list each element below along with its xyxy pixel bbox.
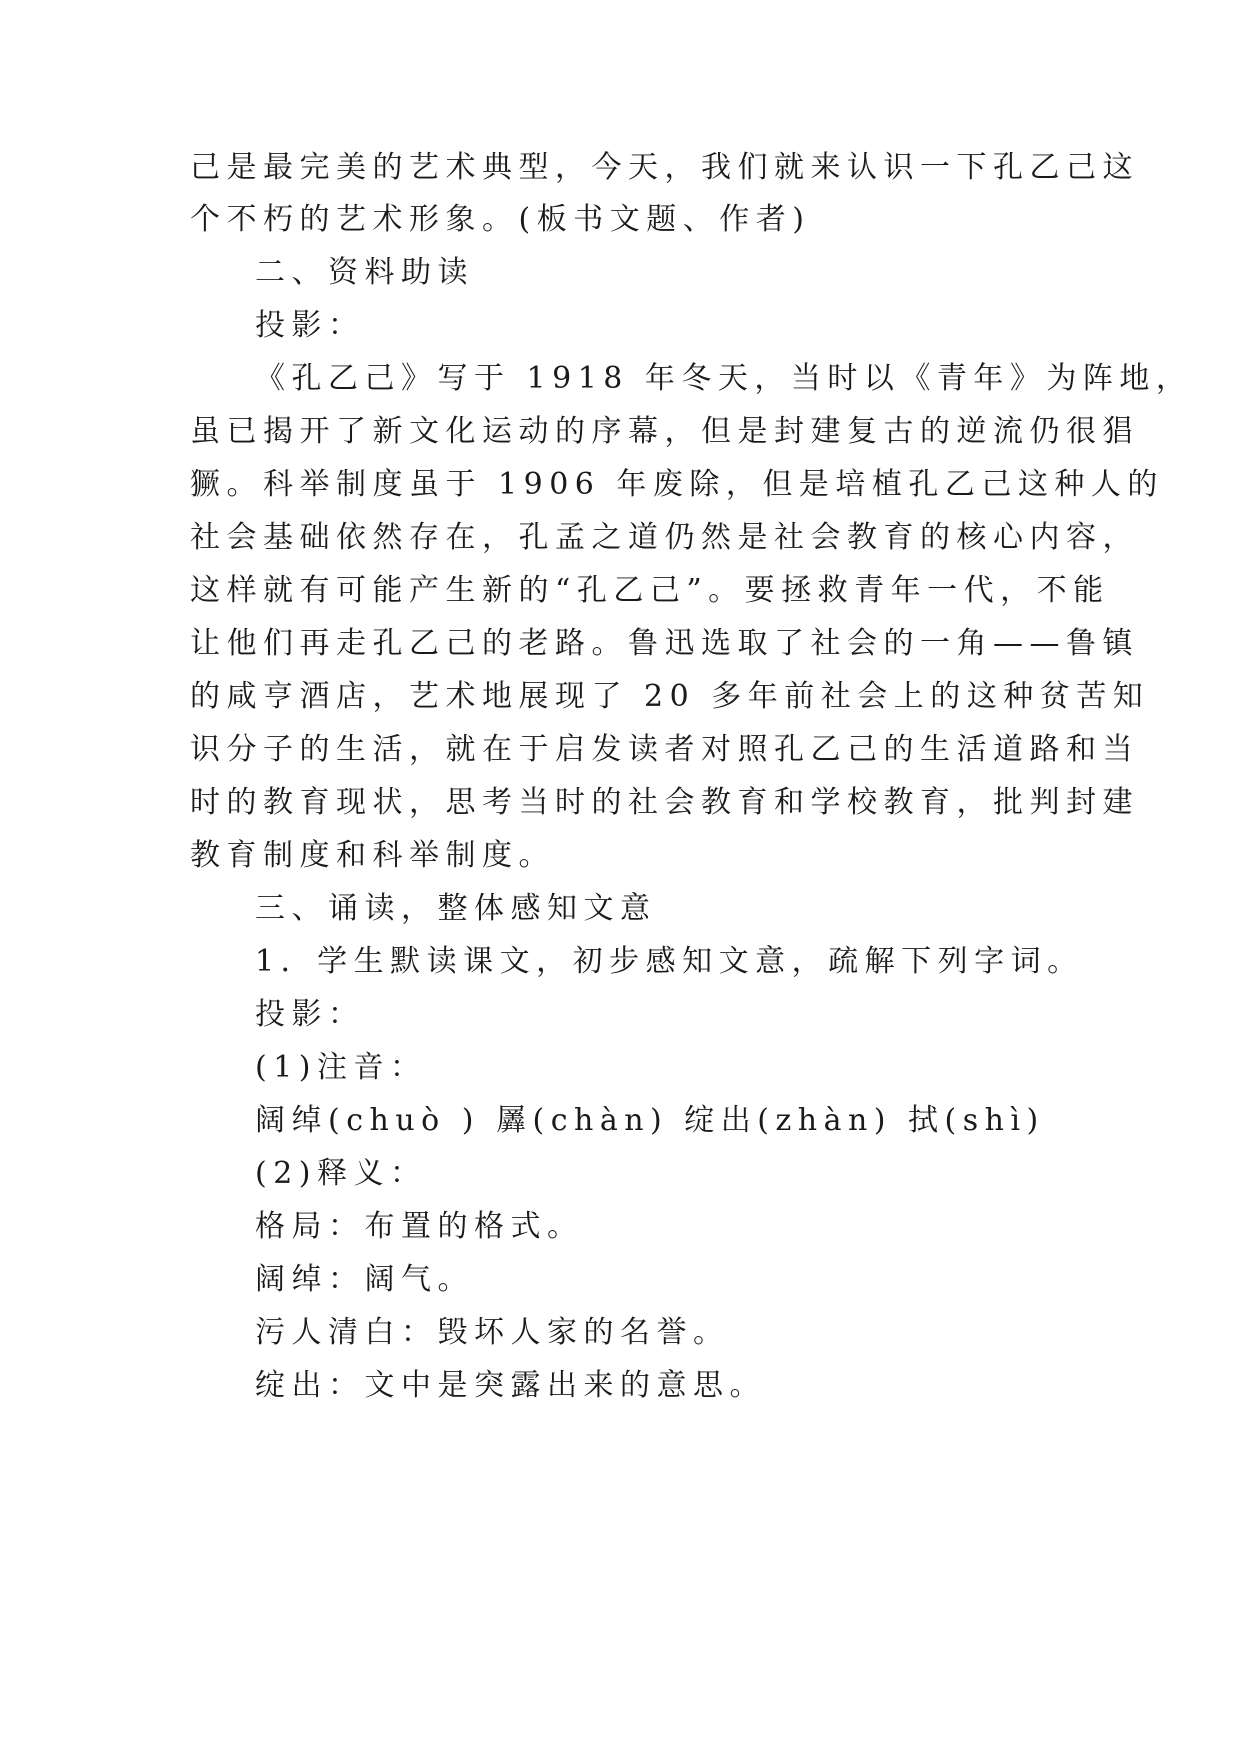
paragraph-line: 个不朽的艺术形象。(板书文题、作者) bbox=[190, 202, 811, 237]
paragraph-line: 让他们再走孔乙己的老路。鲁迅选取了社会的一角——鲁镇 bbox=[190, 626, 1139, 661]
section-heading: 三、诵读，整体感知文意 bbox=[255, 891, 657, 926]
paragraph-line: 投影： bbox=[255, 997, 365, 1032]
paragraph-line: (2)释义： bbox=[255, 1156, 427, 1191]
paragraph-line: 的咸亨酒店，艺术地展现了 20 多年前社会上的这种贫苦知 bbox=[190, 679, 1150, 714]
paragraph-line: 虽已揭开了新文化运动的序幕，但是封建复古的逆流仍很猖 bbox=[190, 414, 1139, 449]
paragraph-line: 时的教育现状，思考当时的社会教育和学校教育，批判封建 bbox=[190, 785, 1139, 820]
definition-line: 污人清白：毁坏人家的名誉。 bbox=[255, 1315, 730, 1350]
paragraph-line: 己是最完美的艺术典型，今天，我们就来认识一下孔乙己这 bbox=[190, 150, 1139, 185]
definition-line: 格局：布置的格式。 bbox=[255, 1209, 584, 1244]
paragraph-line: 识分子的生活，就在于启发读者对照孔乙己的生活道路和当 bbox=[190, 732, 1139, 767]
paragraph-line: 《孔乙己》写于 1918 年冬天，当时以《青年》为阵地， bbox=[255, 361, 1193, 396]
paragraph-line: (1)注音： bbox=[255, 1050, 427, 1085]
definition-line: 阔绰：阔气。 bbox=[255, 1262, 474, 1297]
paragraph-line: 獗。科举制度虽于 1906 年废除，但是培植孔乙己这种人的 bbox=[190, 467, 1164, 502]
section-heading: 二、资料助读 bbox=[255, 255, 474, 290]
pinyin-line: 阔绰(chuò ) 羼(chàn) 绽出(zhàn) 拭(shì) bbox=[255, 1103, 1045, 1138]
paragraph-line: 教育制度和科举制度。 bbox=[190, 838, 555, 873]
definition-line: 绽出：文中是突露出来的意思。 bbox=[255, 1368, 766, 1403]
paragraph-line: 社会基础依然存在，孔孟之道仍然是社会教育的核心内容， bbox=[190, 520, 1139, 555]
paragraph-line: 投影： bbox=[255, 308, 365, 343]
paragraph-line: 1．学生默读课文，初步感知文意，疏解下列字词。 bbox=[255, 944, 1084, 979]
paragraph-line: 这样就有可能产生新的“孔乙己”。要拯救青年一代，不能 bbox=[190, 573, 1110, 608]
